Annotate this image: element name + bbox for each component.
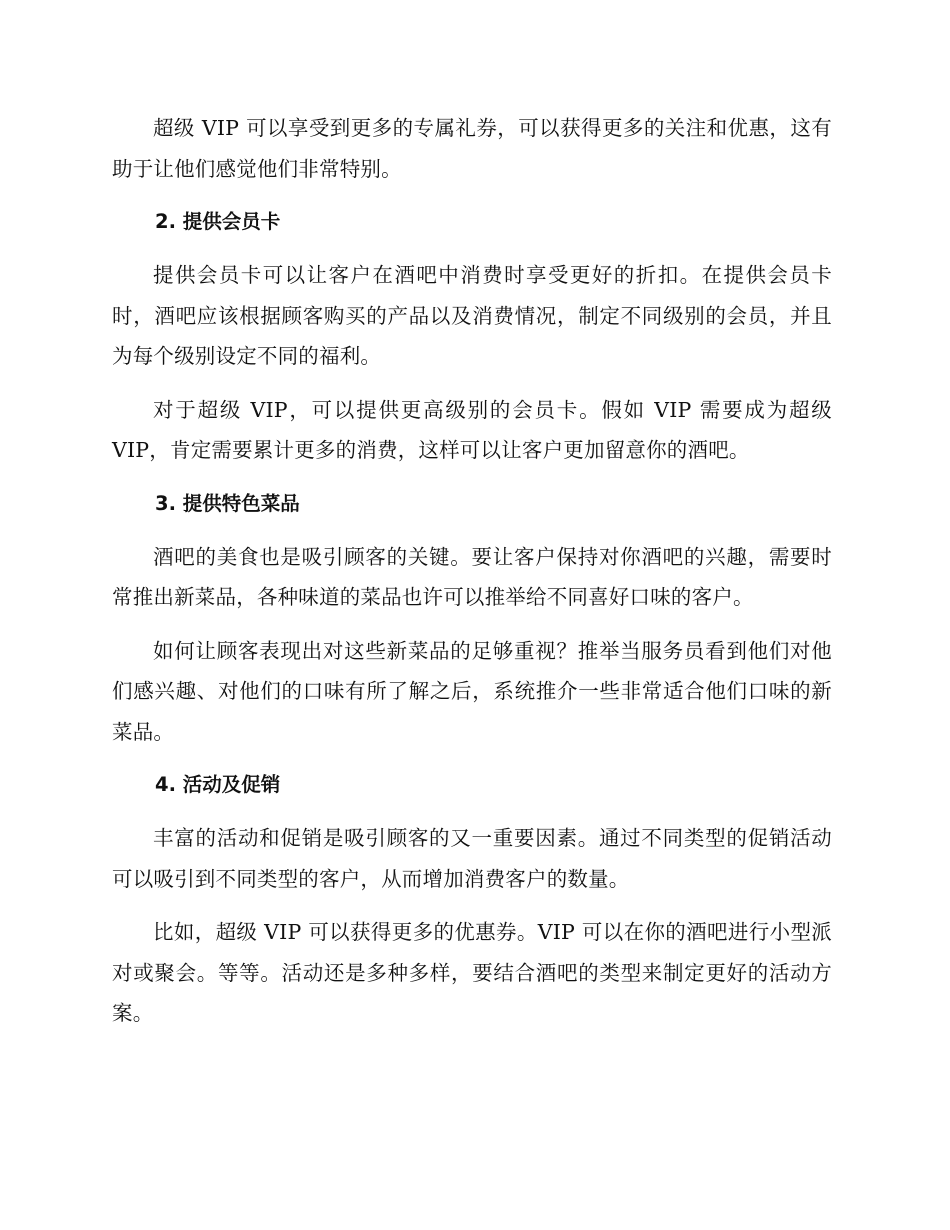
paragraph-vip-party: 比如，超级 VIP 可以获得更多的优惠券。VIP 可以在你的酒吧进行小型派对或聚会。等等。活动还是多种多样，要结合酒吧的类型来制定更好的活动方案。 (112, 920, 832, 1025)
spacer (112, 524, 832, 537)
paragraph-bar-food: 酒吧的美食也是吸引顾客的关键。要让客户保持对你酒吧的兴趣，需要时常推出新菜品，各种味道的菜品也许可以推举给不同喜好口味的客户。 (112, 544, 832, 609)
paragraph-super-vip-card: 对于超级 VIP，可以提供更高级别的会员卡。假如 VIP 需要成为超级 VIP，肯定需要累计更多的消费，这样可以让客户更加留意你的酒吧。 (112, 397, 832, 462)
paragraph-membership-discount: 提供会员卡可以让客户在酒吧中消费时享受更好的折扣。在提供会员卡时，酒吧应该根据顾客购买的产品以及消费情况，制定不同级别的会员，并且为每个级别设定不同的福利。 (112, 263, 832, 368)
spacer (112, 189, 832, 202)
spacer (112, 377, 832, 390)
paragraph-new-dishes-attention: 如何让顾客表现出对这些新菜品的足够重视？推举当服务员看到他们对他们感兴趣、对他们的口味有所了解之后，系统推介一些非常适合他们口味的新菜品。 (112, 638, 832, 744)
heading-special-dishes: 3. 提供特色菜品 (155, 491, 300, 515)
spacer (112, 899, 832, 912)
spacer (112, 618, 832, 631)
paragraph-super-vip-coupons: 超级 VIP 可以享受到更多的专属礼券，可以获得更多的关注和优惠，这有助于让他们感觉他们非常特别。 (112, 116, 832, 181)
spacer (112, 752, 832, 765)
heading-membership-card: 2. 提供会员卡 (155, 210, 281, 233)
heading-events-promotions: 4. 活动及促销 (155, 773, 281, 796)
spacer (112, 805, 832, 818)
spacer (112, 471, 832, 484)
document-page (112, 108, 832, 1034)
paragraph-promotions-attract: 丰富的活动和促销是吸引顾客的又一重要因素。通过不同类型的促销活动可以吸引到不同类型的客户，从而增加消费客户的数量。 (112, 826, 832, 891)
spacer (112, 242, 832, 255)
